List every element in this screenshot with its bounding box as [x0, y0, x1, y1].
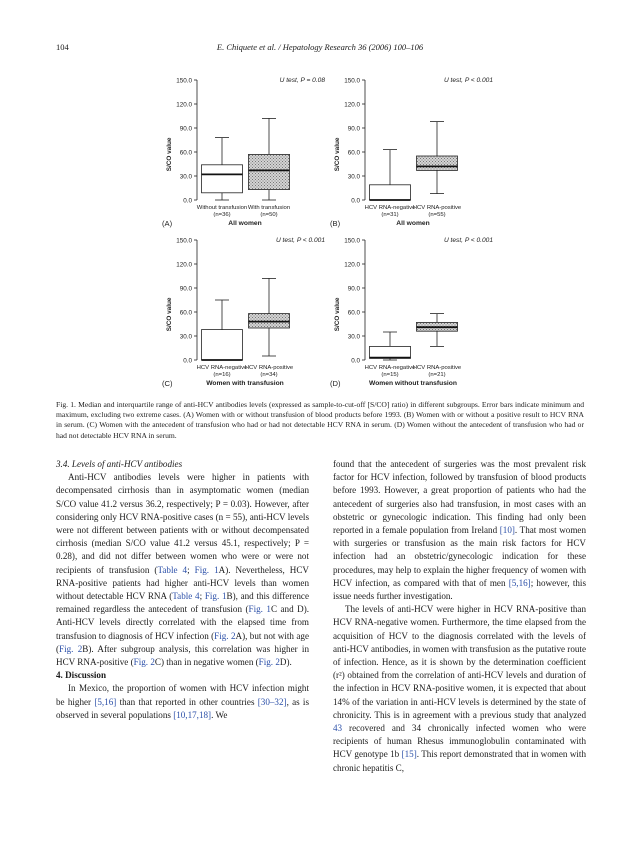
category-n: (n=36)	[213, 212, 231, 218]
category-n: (n=21)	[428, 372, 446, 378]
ref-citation[interactable]: [10]	[499, 525, 515, 536]
test-annotation: U test, P = 0.08	[279, 77, 325, 84]
figure-caption: Fig. 1. Median and interquartile range of anti-HCV antibodies levels (expressed as sample-to-cut-off [S/CO] ratio) in different subgroups. Error bars indicate minimum and maximum, excluding two extreme cases. (A) Women with or without transfusion of blood products before 1993. (B) Women with or without a positive result to HCV RNA in serum. (C) Women with the antecedent of transfusion who had or had not detectable HCV RNA in serum. (D) Women without the antecedent of transfusion who had or had not detectable HCV RNA in serum.	[56, 400, 584, 440]
ref-table-4[interactable]: Table 4	[157, 564, 188, 575]
y-tick-label: 30.0	[179, 333, 192, 341]
right-column	[333, 458, 586, 775]
y-tick-label: 0.0	[351, 357, 360, 365]
box-iqr	[249, 154, 290, 189]
ref-citation[interactable]: [15]	[401, 749, 417, 760]
paragraph-risk-factors: found that the antecedent of surgeries was the most prevalent risk factor for HCV infection, followed by transfusion of blood products before 1993. However, a great proportion of patients who had the antecedent of surgeries also had transfusion, in most cases with an obstetric or gynecologic indication. This finding had only been reported in a female population from Ireland [10]. That most women with surgeries or transfusion as the main risk factors for HCV infection had an obstetric/gynecologic indication for these procedures, may help to explain the higher frequency of women with HCV infection, as compared with that of men [5,16]; however, this issue needs further investigation.	[333, 459, 586, 602]
y-tick-label: 150.0	[176, 77, 192, 85]
panel-group-title: Women without transfusion	[369, 380, 457, 387]
box-iqr	[370, 346, 411, 358]
y-axis-title: S/CO value	[166, 137, 173, 172]
y-tick-label: 150.0	[176, 237, 192, 245]
panel-letter: (B)	[330, 219, 341, 228]
y-tick-label: 90.0	[179, 285, 192, 293]
y-tick-label: 0.0	[351, 197, 360, 205]
box-iqr	[202, 165, 243, 193]
y-tick-label: 120.0	[176, 261, 192, 269]
figure-1	[0, 68, 638, 400]
section-3-4-heading: 3.4. Levels of anti-HCV antibodies	[56, 459, 183, 469]
category-label: HCV RNA-positive	[412, 205, 462, 211]
ref-fig-1[interactable]: Fig. 1	[204, 591, 227, 602]
y-tick-label: 0.0	[183, 197, 192, 205]
ref-citation[interactable]: [5,16]	[94, 696, 117, 707]
category-label: HCV RNA-negative	[364, 205, 416, 211]
ref-fig-2[interactable]: Fig. 2	[133, 657, 155, 668]
category-label: HCV RNA-positive	[412, 365, 462, 371]
category-n: (n=50)	[260, 212, 278, 218]
y-tick-label: 150.0	[344, 77, 360, 85]
paragraph-discussion-start: In Mexico, the proportion of women with HCV infection might be higher [5,16] than that reported in other countries [30–32], as is observed in several populations [10,17,18]. We	[56, 683, 309, 720]
panel-letter: (C)	[162, 379, 173, 388]
ref-table-4[interactable]: Table 4	[172, 591, 200, 602]
paragraph-anti-hcv-rna: The levels of anti-HCV were higher in HCV RNA-positive than HCV RNA-negative women. Furthermore, the time elapsed from the acquisition of HCV to the diagnosis correlated with the levels of anti-HCV antibodies, in women with transfusion as the putative route of infection. Hence, as it is shown by the determination coefficient (r²) obtained from the correlation of anti-HCV levels and duration of the infection in HCV RNA-positive women, it is expected that about 14% of the variation in anti-HCV levels is determined by the state of chronicity. This is in agreement with a previous study that analyzed 43 recovered and 34 chronically infected women who were recipients of human Rhesus immunoglobulin contaminated with HCV genotype 1b [15]. This report demonstrated that in women with chronic hepatitis C,	[333, 604, 586, 773]
y-tick-label: 120.0	[176, 101, 192, 109]
ref-citation[interactable]: [5,16]	[508, 577, 531, 588]
box-iqr	[417, 156, 458, 170]
y-tick-label: 150.0	[344, 237, 360, 245]
y-tick-label: 30.0	[347, 333, 360, 341]
paragraph-anti-hcv-levels: Anti-HCV antibodies levels were higher in patients with decompensated cirrhosis than in asymptomatic women (median S/CO value 41.2 versus 36.2, respectively; P = 0.03). However, after considering only HCV RNA-positive cases (n = 55), anti-HCV levels were not different between patients with or without decompensated cirrhosis (median S/CO value 41.2 versus 45.1, respectively; P = 0.28), and did not differ between women who were or were not recipients of transfusion (Table 4; Fig. 1A). Nevertheless, HCV RNA-positive patients had higher anti-HCV levels than women without detectable HCV RNA (Table 4; Fig. 1B), and this difference remained regardless the antecedent of transfusion (Fig. 1C and D). Anti-HCV levels directly correlated with the elapsed time from transfusion to diagnosis of HCV infection (Fig. 2A), but not with age (Fig. 2B). After subgroup analysis, this correlation was higher in HCV RNA-positive (Fig. 2C) than in negative women (Fig. 2D).	[56, 472, 309, 668]
section-4-heading: 4. Discussion	[56, 670, 107, 681]
y-tick-label: 90.0	[179, 125, 192, 133]
panel-group-title: All women	[396, 220, 430, 227]
page-number: 104	[56, 42, 69, 52]
y-tick-label: 30.0	[179, 173, 192, 181]
box-iqr	[202, 330, 243, 360]
ref-citation[interactable]: [10,17,18]	[173, 709, 212, 720]
panel-letter: (D)	[330, 379, 341, 388]
category-n: (n=15)	[381, 372, 399, 378]
figure-1-plots	[0, 68, 638, 400]
y-tick-label: 60.0	[347, 149, 360, 157]
ref-citation[interactable]: [30–32]	[257, 696, 287, 707]
category-n: (n=16)	[213, 372, 231, 378]
panel-letter: (A)	[162, 219, 173, 228]
y-axis-title: S/CO value	[166, 297, 173, 332]
ref-fig-2[interactable]: Fig. 2	[214, 630, 236, 641]
panel-group-title: All women	[228, 220, 262, 227]
panel-group-title: Women with transfusion	[206, 380, 284, 387]
ref-fig-2[interactable]: Fig. 2	[258, 657, 280, 668]
test-annotation: U test, P < 0.001	[275, 237, 325, 244]
category-label: HCV RNA-positive	[244, 365, 294, 371]
box-iqr	[370, 185, 411, 200]
y-tick-label: 120.0	[344, 101, 360, 109]
y-tick-label: 120.0	[344, 261, 360, 269]
left-column	[56, 458, 309, 722]
y-tick-label: 90.0	[347, 125, 360, 133]
y-tick-label: 0.0	[183, 357, 192, 365]
category-label: HCV RNA-negative	[364, 365, 416, 371]
page-header	[56, 42, 584, 56]
running-title: E. Chiquete et al. / Hepatology Research 36 (2006) 100–106	[216, 42, 424, 52]
category-n: (n=31)	[381, 212, 399, 218]
y-tick-label: 60.0	[179, 149, 192, 157]
category-label: Without transfusion	[196, 205, 248, 211]
y-axis-title: S/CO value	[334, 297, 341, 332]
y-tick-label: 60.0	[347, 309, 360, 317]
category-label: With transfusion	[247, 205, 291, 211]
ref-fig-2[interactable]: Fig. 2	[59, 643, 83, 654]
category-label: HCV RNA-negative	[196, 365, 248, 371]
ref-citation[interactable]: 43	[333, 723, 343, 734]
test-annotation: U test, P < 0.001	[443, 237, 493, 244]
ref-fig-1[interactable]: Fig. 1	[194, 564, 219, 575]
y-tick-label: 60.0	[179, 309, 192, 317]
ref-fig-1[interactable]: Fig. 1	[248, 604, 271, 615]
y-tick-label: 90.0	[347, 285, 360, 293]
category-n: (n=55)	[428, 212, 446, 218]
y-tick-label: 30.0	[347, 173, 360, 181]
category-n: (n=34)	[260, 372, 278, 378]
y-axis-title: S/CO value	[334, 137, 341, 172]
test-annotation: U test, P < 0.001	[443, 77, 493, 84]
